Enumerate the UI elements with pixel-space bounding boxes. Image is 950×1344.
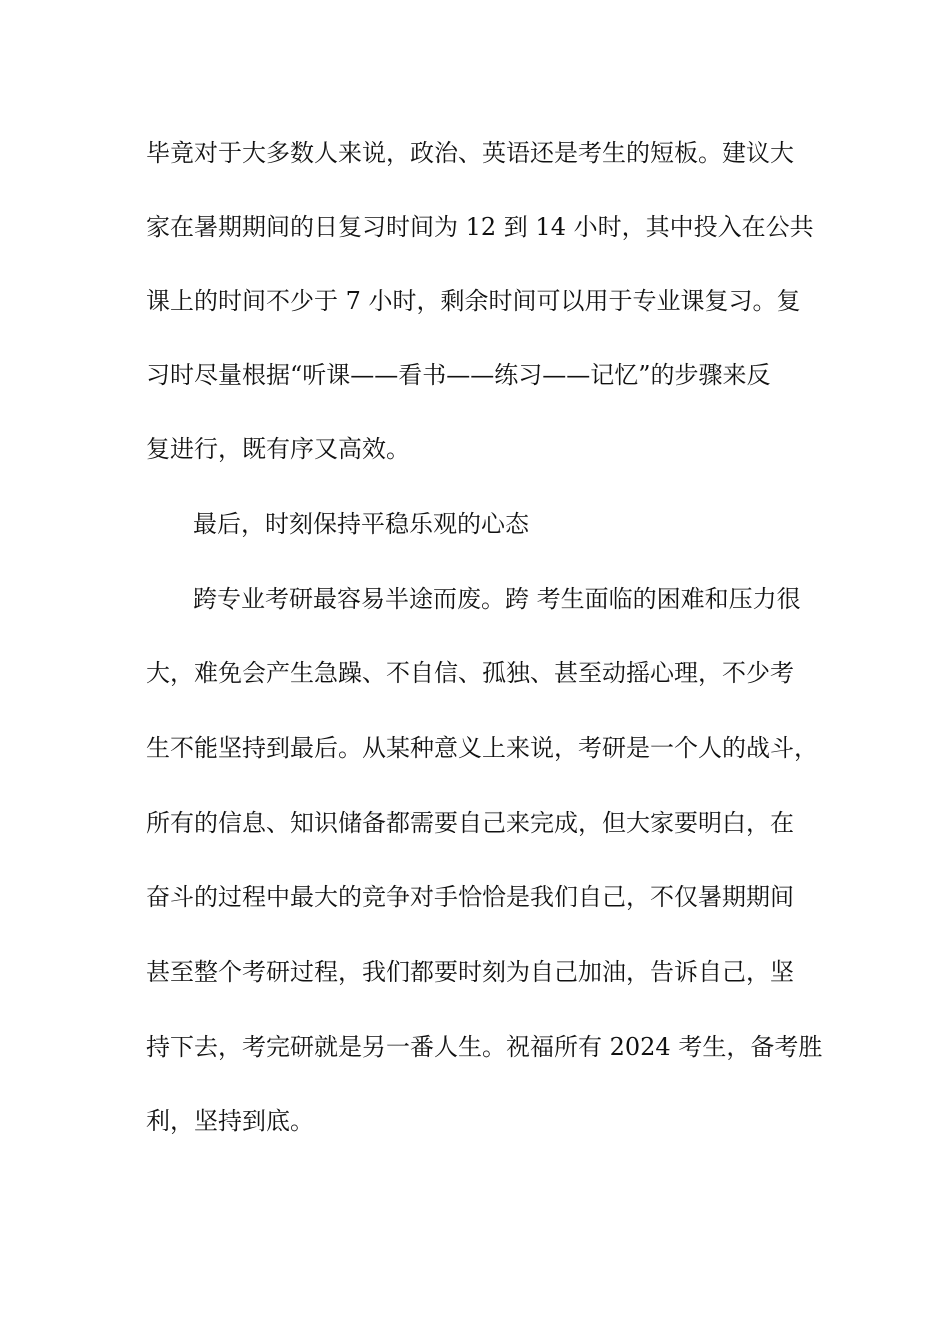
paragraph-line: 利，坚持到底。 xyxy=(146,1107,314,1135)
paragraph-line: 持下去，考完研就是另一番人生。祝福所有 2024 考生，备考胜 xyxy=(146,1033,823,1061)
section-heading: 最后，时刻保持平稳乐观的心态 xyxy=(193,510,529,538)
paragraph-line: 大，难免会产生急躁、不自信、孤独、甚至动摇心理，不少考 xyxy=(146,659,794,687)
paragraph-line: 毕竟对于大多数人来说，政治、英语还是考生的短板。建议大 xyxy=(146,139,794,167)
paragraph-line: 甚至整个考研过程，我们都要时刻为自己加油，告诉自己，坚 xyxy=(146,958,794,986)
paragraph-line: 习时尽量根据“听课——看书——练习——记忆”的步骤来反 xyxy=(146,361,771,389)
paragraph-line: 课上的时间不少于 7 小时，剩余时间可以用于专业课复习。复 xyxy=(146,287,801,315)
paragraph-line: 生不能坚持到最后。从某种意义上来说，考研是一个人的战斗， xyxy=(146,734,818,762)
paragraph-line: 家在暑期期间的日复习时间为 12 到 14 小时，其中投入在公共 xyxy=(146,213,814,241)
paragraph-line: 奋斗的过程中最大的竞争对手恰恰是我们自己，不仅暑期期间 xyxy=(146,883,794,911)
paragraph-line: 所有的信息、知识储备都需要自己来完成，但大家要明白，在 xyxy=(146,809,794,837)
paragraph-line: 复进行，既有序又高效。 xyxy=(146,435,410,463)
paragraph-line: 跨专业考研最容易半途而废。跨 考生面临的困难和压力很 xyxy=(193,585,801,613)
